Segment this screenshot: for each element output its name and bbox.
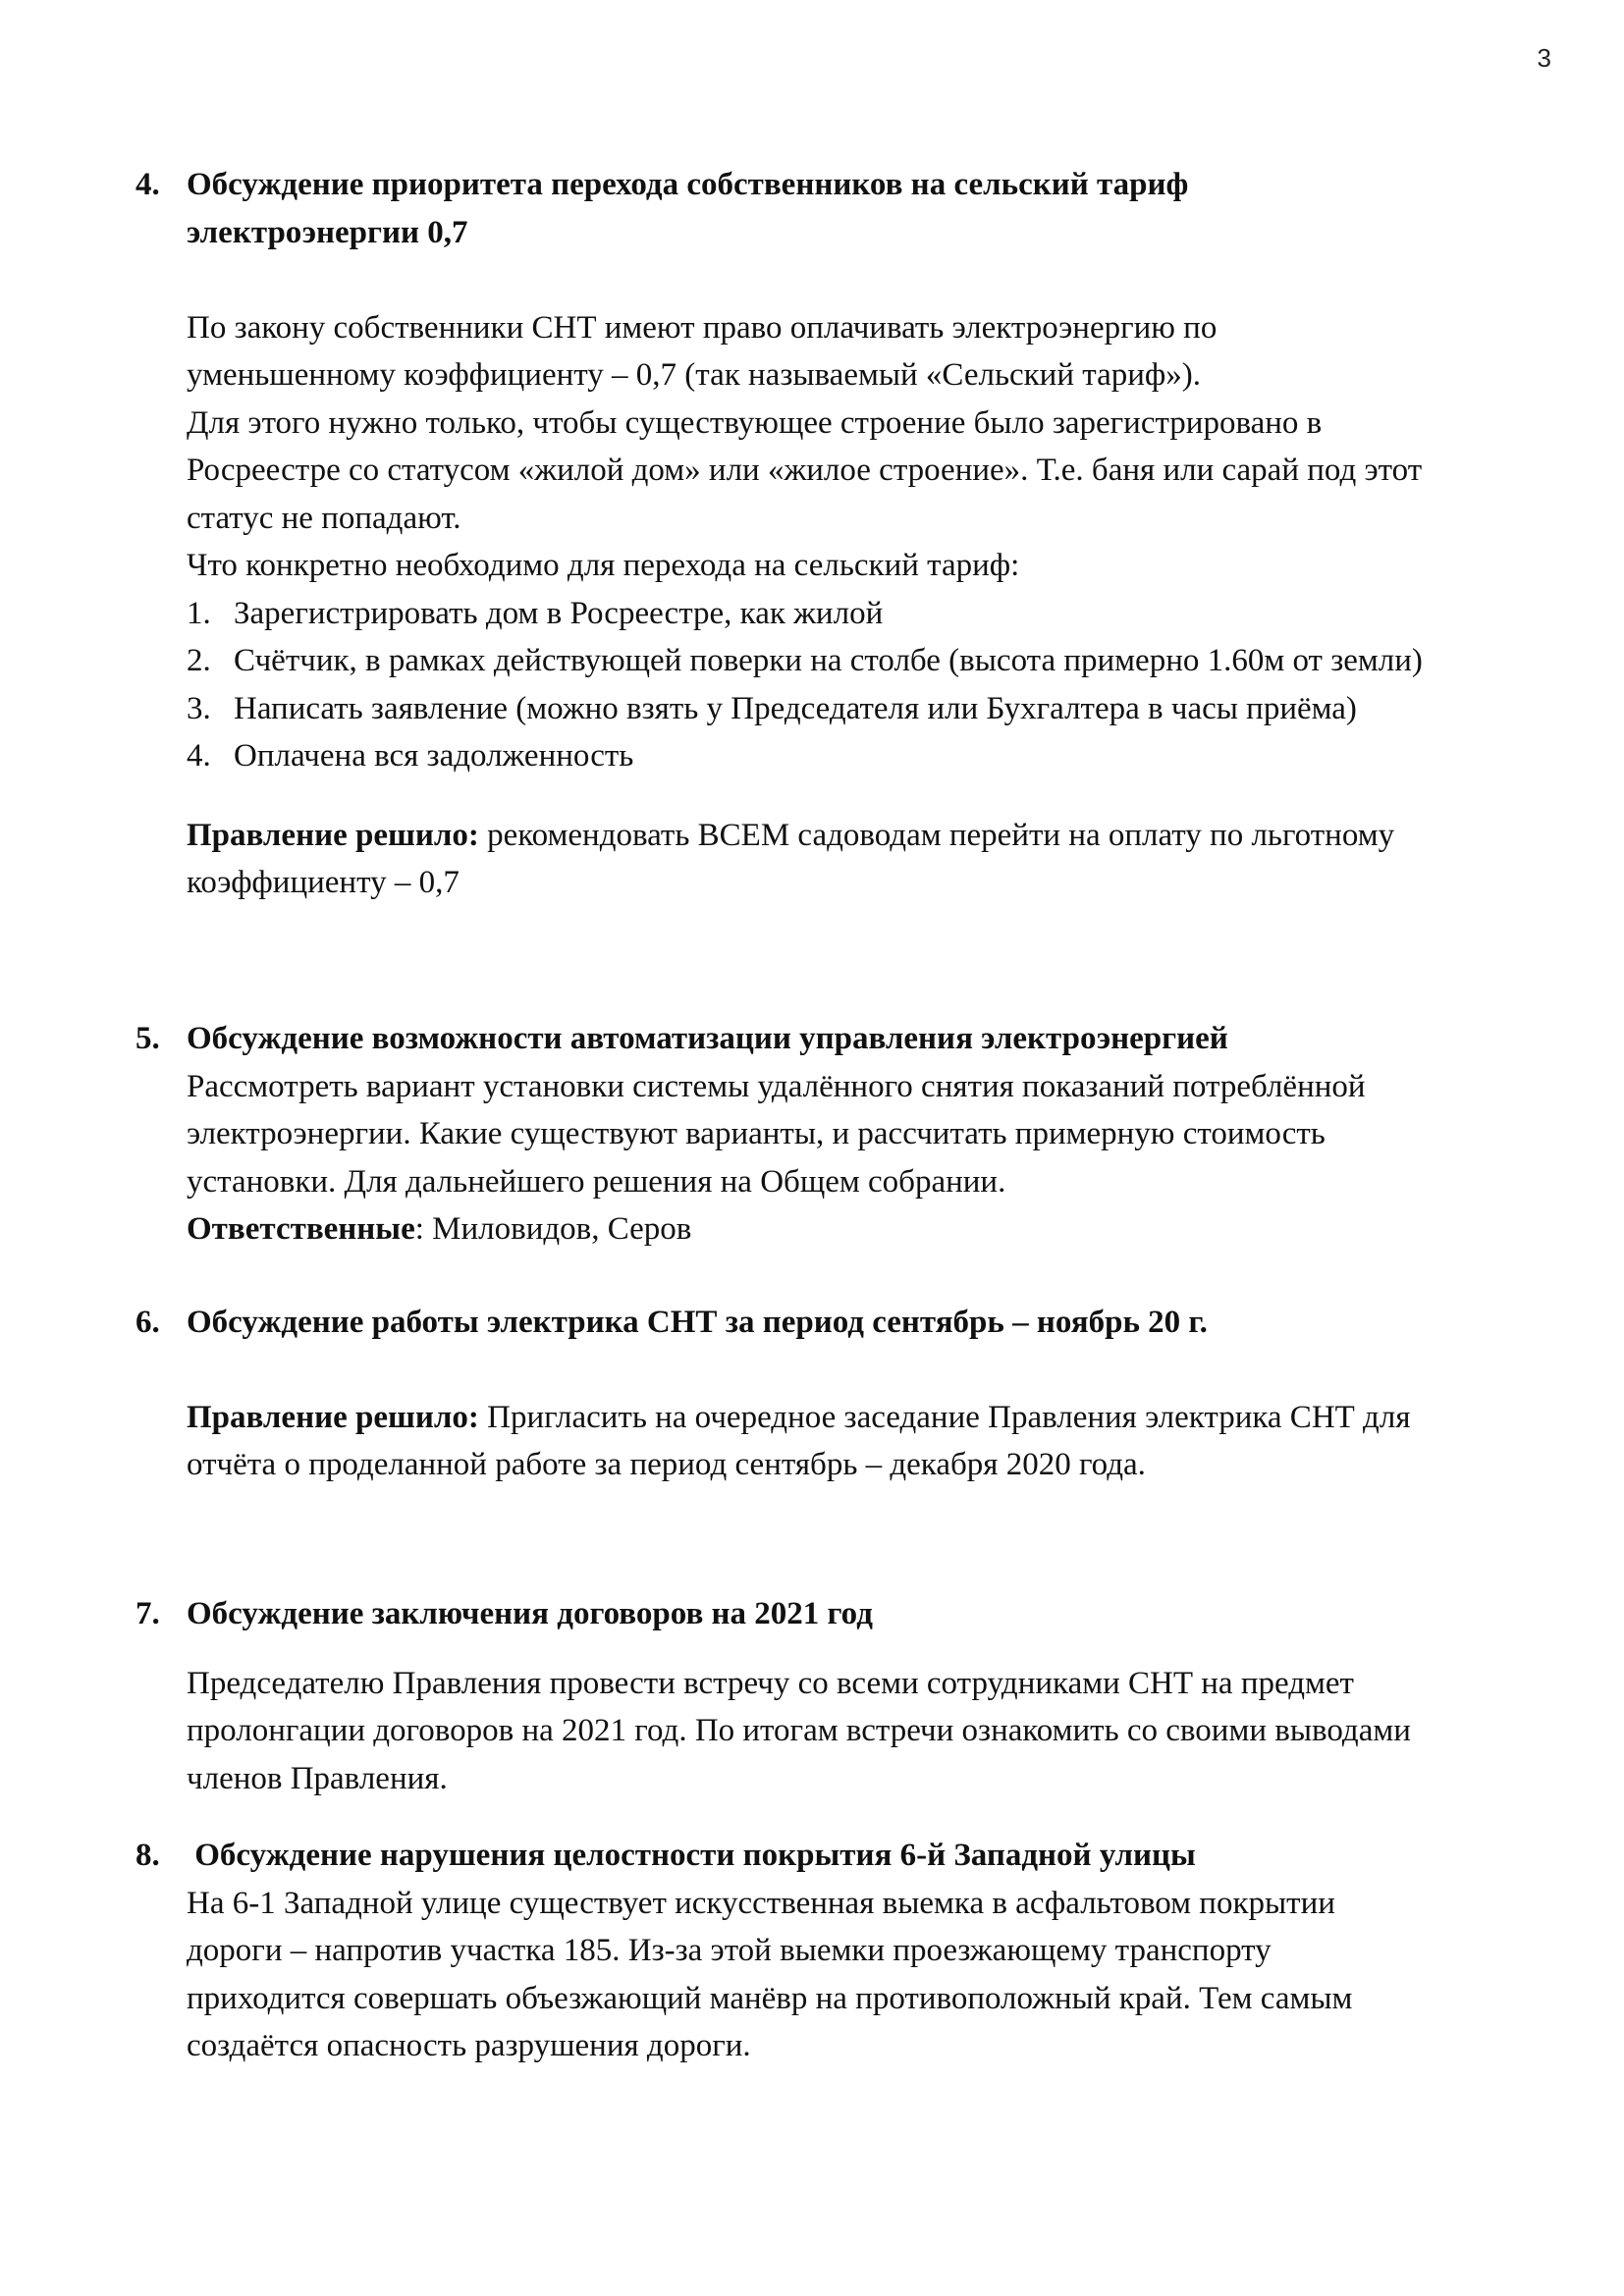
section-6-title: Обсуждение работы электрика СНТ за период сентябрь – ноябрь 20 г. — [187, 1305, 1208, 1340]
list-item: 4. Оплачена вся задолженность — [187, 738, 634, 774]
section-7-number: 7. — [135, 1596, 160, 1631]
section-7 — [135, 1590, 1569, 1802]
paragraph-line: отчёта о проделанной работе за период сентябрь – декабря 2020 года. — [187, 1447, 1146, 1482]
section-7-title: Обсуждение заключения договоров на 2021 год — [187, 1596, 873, 1631]
paragraph-line: уменьшенному коэффициенту – 0,7 (так называемый «Сельский тариф»). — [187, 357, 1202, 393]
section-5-body — [187, 1063, 1569, 1254]
responsible: Ответственные: Миловидов, Серов — [187, 1211, 692, 1247]
section-4-title: Обсуждение приоритета перехода собственников на сельский тариф электроэнергии 0,7 — [187, 167, 1189, 250]
section-8-heading — [135, 1832, 1569, 1880]
page-number: 3 — [1537, 43, 1551, 73]
paragraph-line: Для этого нужно только, чтобы существующее строение было зарегистрировано в — [187, 404, 1323, 441]
paragraph-line: электроэнергии. Какие существуют варианты, и рассчитать примерную стоимость — [187, 1116, 1326, 1151]
section-7-heading — [135, 1590, 1569, 1638]
section-6-body — [187, 1347, 1569, 1489]
section-5-title: Обсуждение возможности автоматизации управления электроэнергией — [187, 1021, 1228, 1056]
section-5-heading — [135, 1015, 1569, 1063]
section-5-number: 5. — [135, 1021, 160, 1056]
list-item: 2. Счётчик, в рамках действующей поверки на столбе (высота примерно 1.60м от земли) — [187, 643, 1423, 678]
section-7-body — [187, 1638, 1569, 1803]
section-5 — [135, 1015, 1569, 1254]
paragraph-line: приходится совершать объезжающий манёвр на противоположный край. Тем самым — [187, 1980, 1353, 2016]
paragraph-line: создаётся опасность разрушения дороги. — [187, 2028, 751, 2063]
list-item: 3. Написать заявление (можно взять у Председателя или Бухгалтера в часы приёма) — [187, 690, 1357, 726]
paragraph-line: Председателю Правления провести встречу со всеми сотрудниками СНТ на предмет — [187, 1665, 1354, 1701]
section-8 — [135, 1832, 1569, 2070]
paragraph-line: По закону собственники СНТ имеют право оплачивать электроэнергию по — [187, 309, 1218, 346]
paragraph-line: установки. Для дальнейшего решения на Общем собрании. — [187, 1163, 1006, 1200]
section-8-number: 8. — [135, 1838, 160, 1873]
paragraph-line: Росреестре со статусом «жилой дом» или «жилое строение». Т.е. баня или сарай под этот — [187, 453, 1423, 488]
section-8-body — [187, 1880, 1569, 2070]
section-8-title: Обсуждение нарушения целостности покрытия 6-й Западной улицы — [187, 1838, 1196, 1873]
decision-label: Правление решило: — [187, 1399, 479, 1435]
section-6-number: 6. — [135, 1305, 160, 1340]
paragraph-line: Что конкретно необходимо для перехода на сельский тариф: — [187, 548, 1020, 583]
decision-label: Правление решило: — [187, 817, 479, 853]
paragraph-line: коэффициенту – 0,7 — [187, 865, 460, 900]
paragraph-line: дороги – напротив участка 185. Из-за этой выемки проезжающему транспорту — [187, 1933, 1272, 1968]
list-item: 1. Зарегистрировать дом в Росреестре, как жилой — [187, 595, 884, 631]
paragraph-line: Рассмотреть вариант установки системы удалённого снятия показаний потреблённой — [187, 1068, 1366, 1104]
section-6-heading — [135, 1299, 1569, 1347]
decision: Правление решило: Пригласить на очередное заседание Правления электрика СНТ для — [187, 1399, 1411, 1435]
paragraph-line: пролонгации договоров на 2021 год. По итогам встречи ознакомить со своими выводами — [187, 1713, 1411, 1748]
section-4-number: 4. — [135, 167, 160, 202]
section-6 — [135, 1299, 1569, 1489]
section-4-heading — [135, 161, 1569, 256]
paragraph-line: статус не попадают. — [187, 500, 461, 536]
paragraph-line: членов Правления. — [187, 1760, 448, 1796]
decision: Правление решило: рекомендовать ВСЕМ садоводам перейти на оплату по льготному — [187, 817, 1395, 853]
section-4 — [135, 161, 1569, 907]
paragraph-line: На 6-1 Западной улице существует искусственная выемка в асфальтовом покрытии — [187, 1885, 1335, 1921]
section-4-body — [187, 256, 1569, 907]
responsible-label: Ответственные — [187, 1211, 415, 1247]
